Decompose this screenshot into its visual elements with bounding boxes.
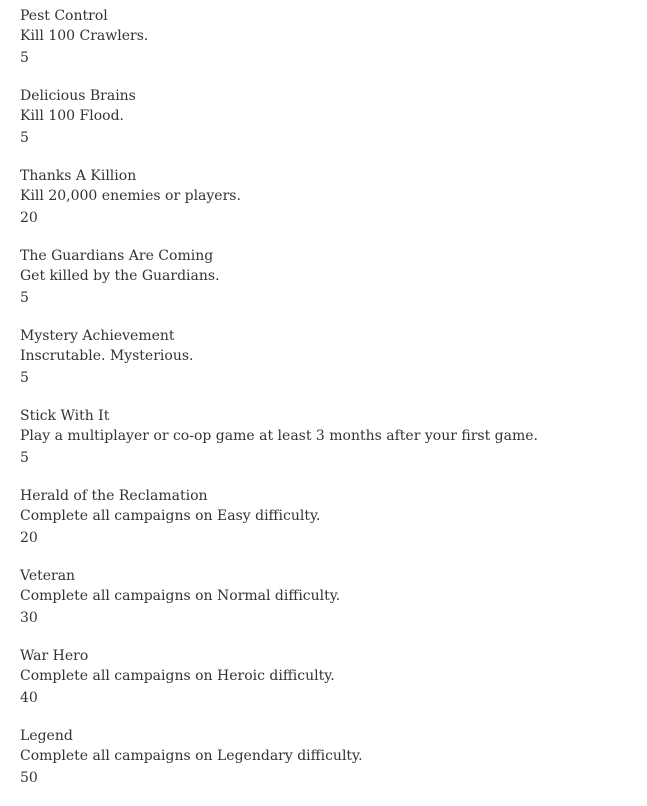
achievement-title: Pest Control [20, 8, 108, 24]
achievement-description: Inscrutable. Mysterious. [20, 348, 194, 364]
achievement-item [20, 166, 647, 246]
achievement-description: Complete all campaigns on Normal difficulty. [20, 588, 341, 604]
achievement-item [20, 246, 647, 326]
achievement-item [20, 566, 647, 646]
achievement-score: 5 [20, 370, 29, 386]
achievement-item [20, 86, 647, 166]
achievement-score: 40 [20, 690, 38, 706]
achievement-score: 5 [20, 450, 29, 466]
achievement-score: 50 [20, 770, 38, 786]
achievement-title: War Hero [20, 648, 89, 664]
achievement-description: Kill 100 Crawlers. [20, 28, 149, 44]
achievement-description: Kill 100 Flood. [20, 108, 124, 124]
achievement-description: Complete all campaigns on Legendary difficulty. [20, 748, 363, 764]
achievement-title: Delicious Brains [20, 88, 136, 104]
achievement-description: Complete all campaigns on Heroic difficulty. [20, 668, 335, 684]
achievement-title: Veteran [20, 568, 76, 584]
achievement-score: 5 [20, 290, 29, 306]
achievement-score: 5 [20, 130, 29, 146]
achievement-description: Complete all campaigns on Easy difficulty. [20, 508, 321, 524]
achievement-title: Stick With It [20, 408, 110, 424]
achievement-item [20, 406, 647, 486]
achievement-description: Get killed by the Guardians. [20, 268, 220, 284]
achievement-item [20, 726, 647, 806]
achievement-item [20, 326, 647, 406]
achievement-score: 20 [20, 210, 38, 226]
achievement-description: Kill 20,000 enemies or players. [20, 188, 241, 204]
achievement-item [20, 646, 647, 726]
achievement-title: The Guardians Are Coming [20, 248, 214, 264]
achievement-title: Legend [20, 728, 73, 744]
achievement-title: Herald of the Reclamation [20, 488, 208, 504]
achievement-item [20, 486, 647, 566]
achievement-score: 20 [20, 530, 38, 546]
achievement-title: Mystery Achievement [20, 328, 175, 344]
achievement-score: 5 [20, 50, 29, 66]
achievement-item [20, 6, 647, 86]
achievement-description: Play a multiplayer or co-op game at least 3 months after your first game. [20, 428, 538, 444]
achievement-score: 30 [20, 610, 38, 626]
achievement-title: Thanks A Killion [20, 168, 137, 184]
